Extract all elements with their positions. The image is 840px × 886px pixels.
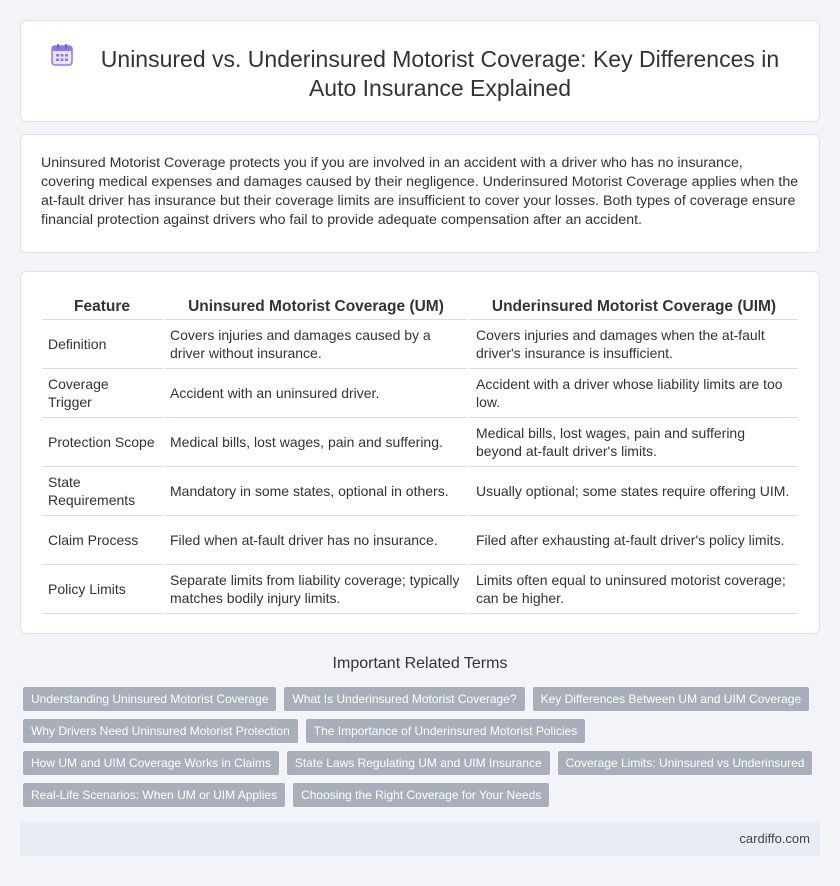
cell-feature: Policy Limits — [42, 565, 163, 614]
related-term-tag[interactable]: Key Differences Between UM and UIM Coverage — [533, 687, 810, 711]
summary-card — [20, 134, 820, 253]
cell-uim: Limits often equal to uninsured motorist coverage; can be higher. — [469, 565, 798, 614]
footer — [20, 822, 820, 856]
footer-site[interactable]: cardiffo.com — [739, 831, 810, 846]
header-feature: Feature — [74, 298, 130, 315]
cell-feature: Claim Process — [42, 516, 163, 565]
summary-text: Uninsured Motorist Coverage protects you if you are involved in an accident with a driver who has no insurance, covering medical expenses and damages caused by their negligence. Underinsured Motorist Coverage applies when the at-fault driver has insurance but their coverage limits are insufficient to cover your losses. Both types of coverage ensure financial protection against drivers who fail to provide adequate compensation after an accident. — [41, 155, 799, 228]
related-terms-title: Important Related Terms — [332, 655, 508, 672]
comparison-table — [42, 296, 798, 614]
related-term-tag[interactable]: State Laws Regulating UM and UIM Insurance — [287, 751, 550, 775]
header-card — [20, 20, 820, 122]
table-header-row — [42, 296, 798, 320]
cell-uim: Filed after exhausting at-fault driver's policy limits. — [469, 516, 798, 565]
header-um: Uninsured Motorist Coverage (UM) — [163, 296, 469, 320]
related-term-tag[interactable]: The Importance of Underinsured Motorist Policies — [306, 719, 585, 743]
table-row — [42, 418, 798, 467]
related-term-tag[interactable]: Why Drivers Need Uninsured Motorist Protection — [23, 719, 298, 743]
cell-uim: Covers injuries and damages when the at-fault driver's insurance is insufficient. — [469, 320, 798, 369]
cell-uim: Medical bills, lost wages, pain and suffering beyond at-fault driver's limits. — [469, 418, 798, 467]
cell-um: Covers injuries and damages caused by a driver without insurance. — [163, 320, 469, 369]
related-term-tag[interactable]: Real-Life Scenarios: When UM or UIM Applies — [23, 783, 285, 807]
cell-feature: Protection Scope — [42, 418, 163, 467]
comparison-table-card — [20, 271, 820, 634]
table-row — [42, 516, 798, 565]
cell-um: Medical bills, lost wages, pain and suffering. — [163, 418, 469, 467]
cell-um: Mandatory in some states, optional in others. — [163, 467, 469, 516]
cell-um: Filed when at-fault driver has no insurance. — [163, 516, 469, 565]
related-term-tag[interactable]: Choosing the Right Coverage for Your Needs — [293, 783, 549, 807]
page-title: Uninsured vs. Underinsured Motorist Coverage: Key Differences in Auto Insurance Explained — [100, 46, 780, 101]
cell-uim: Usually optional; some states require offering UIM. — [469, 467, 798, 516]
table-row — [42, 467, 798, 516]
cell-uim: Accident with a driver whose liability limits are too low. — [469, 369, 798, 418]
cell-um: Separate limits from liability coverage; typically matches bodily injury limits. — [163, 565, 469, 614]
related-term-tag[interactable]: What Is Underinsured Motorist Coverage? — [284, 687, 524, 711]
related-terms-tags — [23, 687, 803, 815]
header-uim: Underinsured Motorist Coverage (UIM) — [469, 296, 798, 320]
cell-feature: State Requirements — [42, 467, 163, 516]
table-row — [42, 369, 798, 418]
related-term-tag[interactable]: How UM and UIM Coverage Works in Claims — [23, 751, 279, 775]
related-term-tag[interactable]: Coverage Limits: Uninsured vs Underinsured — [558, 751, 813, 775]
table-row — [42, 565, 798, 614]
tag-row — [23, 783, 803, 807]
tag-row — [23, 719, 803, 743]
related-term-tag[interactable]: Understanding Uninsured Motorist Coverage — [23, 687, 276, 711]
table-row — [42, 320, 798, 369]
cell-feature: Coverage Trigger — [42, 369, 163, 418]
cell-um: Accident with an uninsured driver. — [163, 369, 469, 418]
tag-row — [23, 751, 803, 775]
cell-feature: Definition — [42, 320, 163, 369]
tag-row — [23, 687, 803, 711]
